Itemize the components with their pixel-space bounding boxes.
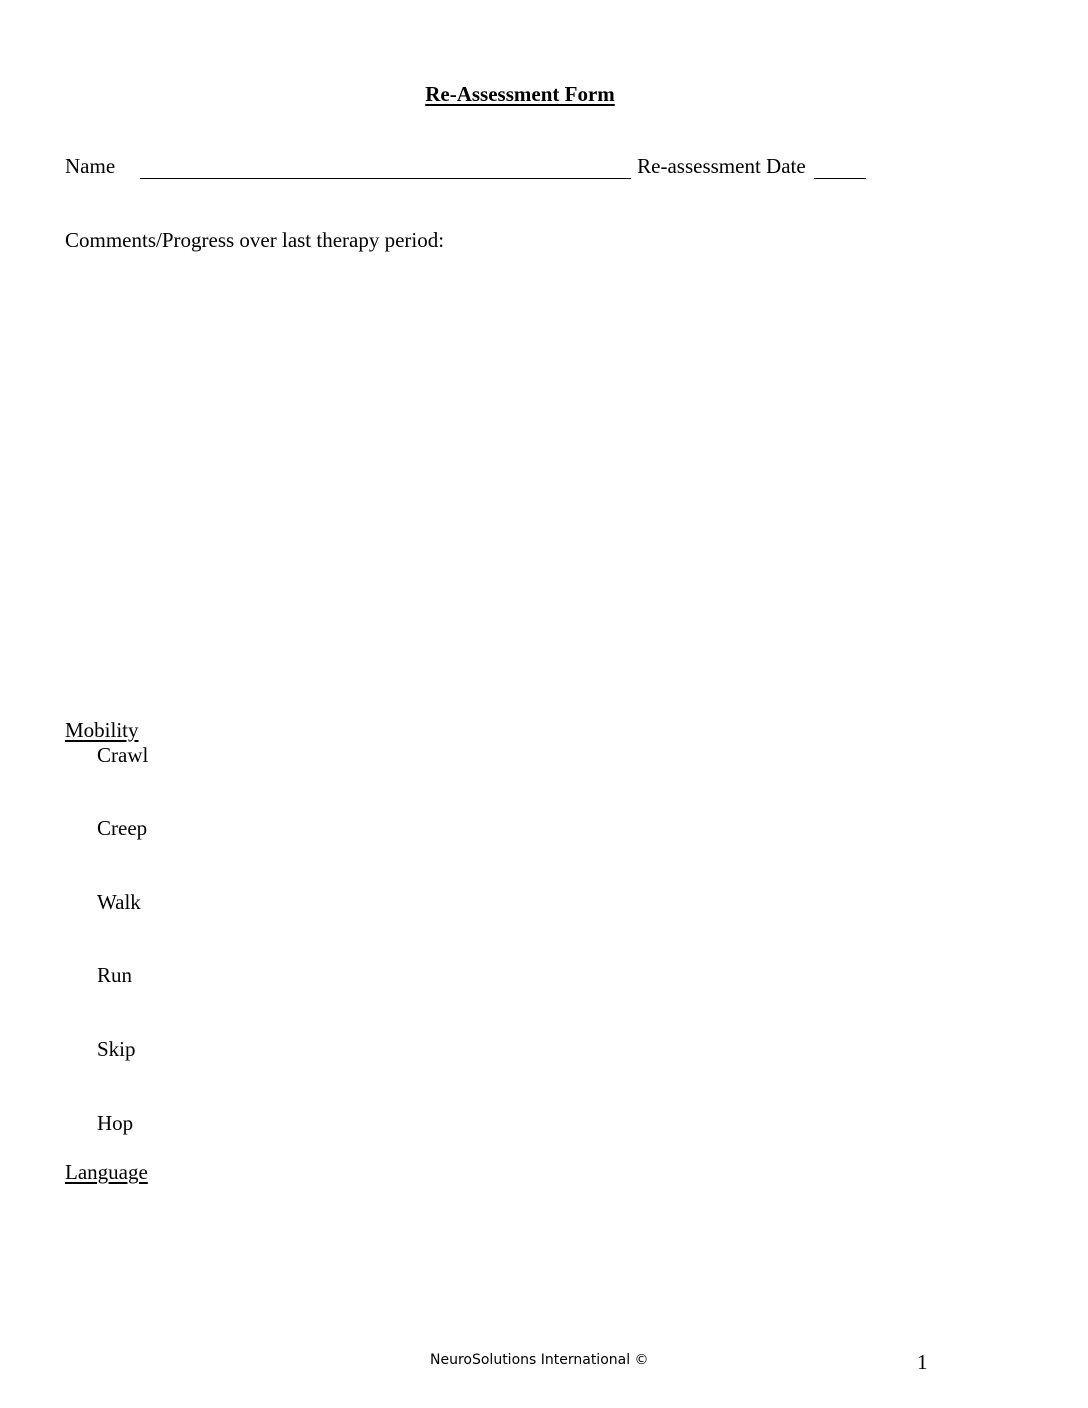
comments-area[interactable] — [65, 262, 965, 702]
comments-label: Comments/Progress over last therapy period: — [65, 228, 445, 252]
reassessment-date-label: Re-assessment Date — [637, 154, 806, 178]
mobility-item-creep: Creep — [97, 816, 148, 840]
name-date-row — [65, 154, 866, 179]
mobility-item-skip: Skip — [97, 1037, 136, 1061]
name-field[interactable] — [140, 156, 631, 179]
mobility-item-run: Run — [97, 963, 133, 987]
page-number: 1 — [917, 1350, 928, 1374]
language-heading: Language — [65, 1160, 148, 1184]
mobility-heading: Mobility — [65, 718, 139, 742]
form-title: Re-Assessment Form — [425, 82, 615, 106]
footer-text: NeuroSolutions International © — [430, 1352, 649, 1368]
reassessment-date-field[interactable] — [814, 156, 866, 179]
mobility-item-walk: Walk — [97, 890, 141, 914]
mobility-item-hop: Hop — [97, 1111, 134, 1135]
name-label: Name — [65, 154, 116, 178]
mobility-item-crawl: Crawl — [97, 743, 149, 767]
